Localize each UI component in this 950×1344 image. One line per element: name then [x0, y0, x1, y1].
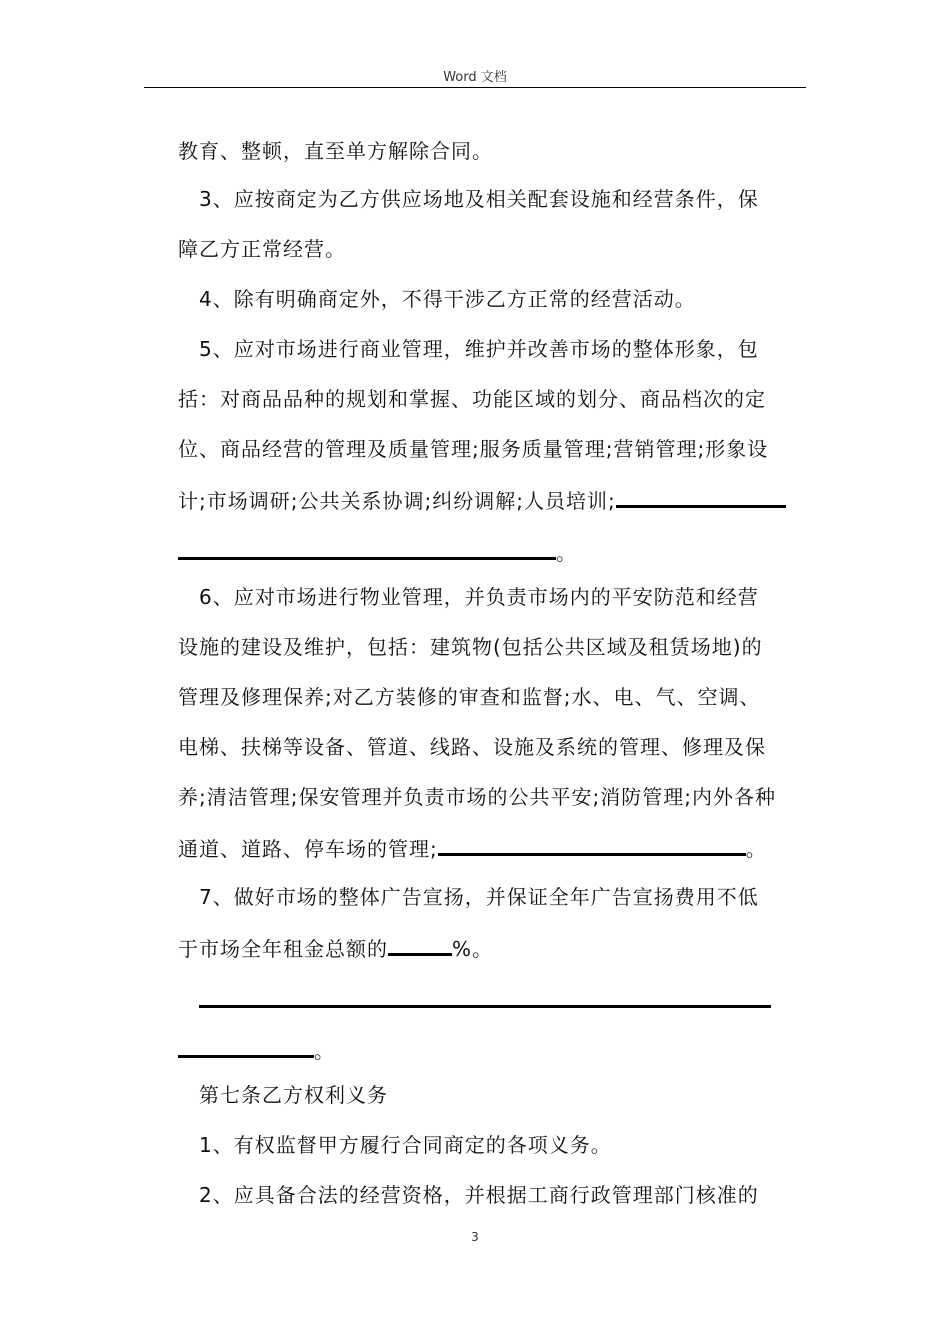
line-text: 。 — [314, 1039, 335, 1063]
fill-blank — [616, 485, 786, 508]
line-text: 。 — [745, 837, 767, 861]
page-header: Word 文档 — [443, 70, 507, 85]
paragraph-line: 位、商品经营的管理及质量管理;服务质量管理;营销管理;形象设 — [178, 437, 769, 461]
paragraph-line: 电梯、扶梯等设备、管道、线路、设施及系统的管理、修理及保 — [178, 735, 766, 759]
line-text: %。 — [452, 937, 494, 961]
paragraph-line: 养;清洁管理;保安管理并负责市场的公共平安;消防管理;内外各种 — [178, 785, 776, 809]
paragraph-line: 4、除有明确商定外，不得干涉乙方正常的经营活动。 — [199, 287, 696, 311]
paragraph-line — [178, 833, 767, 863]
paragraph-line — [178, 485, 786, 515]
paragraph-line — [178, 537, 577, 567]
section-heading: 第七条乙方权利义务 — [199, 1083, 388, 1107]
paragraph-line: 障乙方正常经营。 — [178, 237, 346, 261]
paragraph-line: 管理及修理保养;对乙方装修的审查和监督;水、电、气、空调、 — [178, 685, 761, 709]
fill-blank — [438, 833, 746, 856]
paragraph-line: 1、有权监督甲方履行合同商定的各项义务。 — [199, 1133, 612, 1157]
line-text: 通道、道路、停车场的管理; — [178, 837, 438, 861]
paragraph-line: 2、应具备合法的经营资格，并根据工商行政管理部门核准的 — [199, 1183, 759, 1207]
paragraph-line: 括：对商品品种的规划和掌握、功能区域的划分、商品档次的定 — [178, 387, 766, 411]
paragraph-line: 6、应对市场进行物业管理，并负责市场内的平安防范和经营 — [199, 585, 759, 609]
line-text: 计;市场调研;公共关系协调;纠纷调解;人员培训; — [178, 489, 616, 513]
fill-blank — [199, 985, 771, 1008]
fill-blank — [388, 933, 452, 956]
paragraph-line: 3、应按商定为乙方供应场地及相关配套设施和经营条件，保 — [199, 187, 759, 211]
paragraph-line: 7、做好市场的整体广告宣扬，并保证全年广告宣扬费用不低 — [199, 885, 759, 909]
fill-blank — [178, 1035, 314, 1058]
paragraph-line — [199, 985, 771, 1015]
paragraph-line — [178, 1035, 335, 1065]
line-text: 。 — [556, 541, 577, 565]
fill-blank — [178, 537, 556, 560]
paragraph-line: 5、应对市场进行商业管理，维护并改善市场的整体形象，包 — [199, 337, 759, 361]
header-divider — [144, 87, 806, 88]
paragraph-line: 设施的建设及维护，包括：建筑物(包括公共区域及租赁场地)的 — [178, 635, 763, 659]
paragraph-line — [178, 933, 493, 963]
paragraph-line: 教育、整顿，直至单方解除合同。 — [178, 139, 493, 163]
page-number: 3 — [471, 1230, 479, 1244]
line-text: 于市场全年租金总额的 — [178, 937, 388, 961]
